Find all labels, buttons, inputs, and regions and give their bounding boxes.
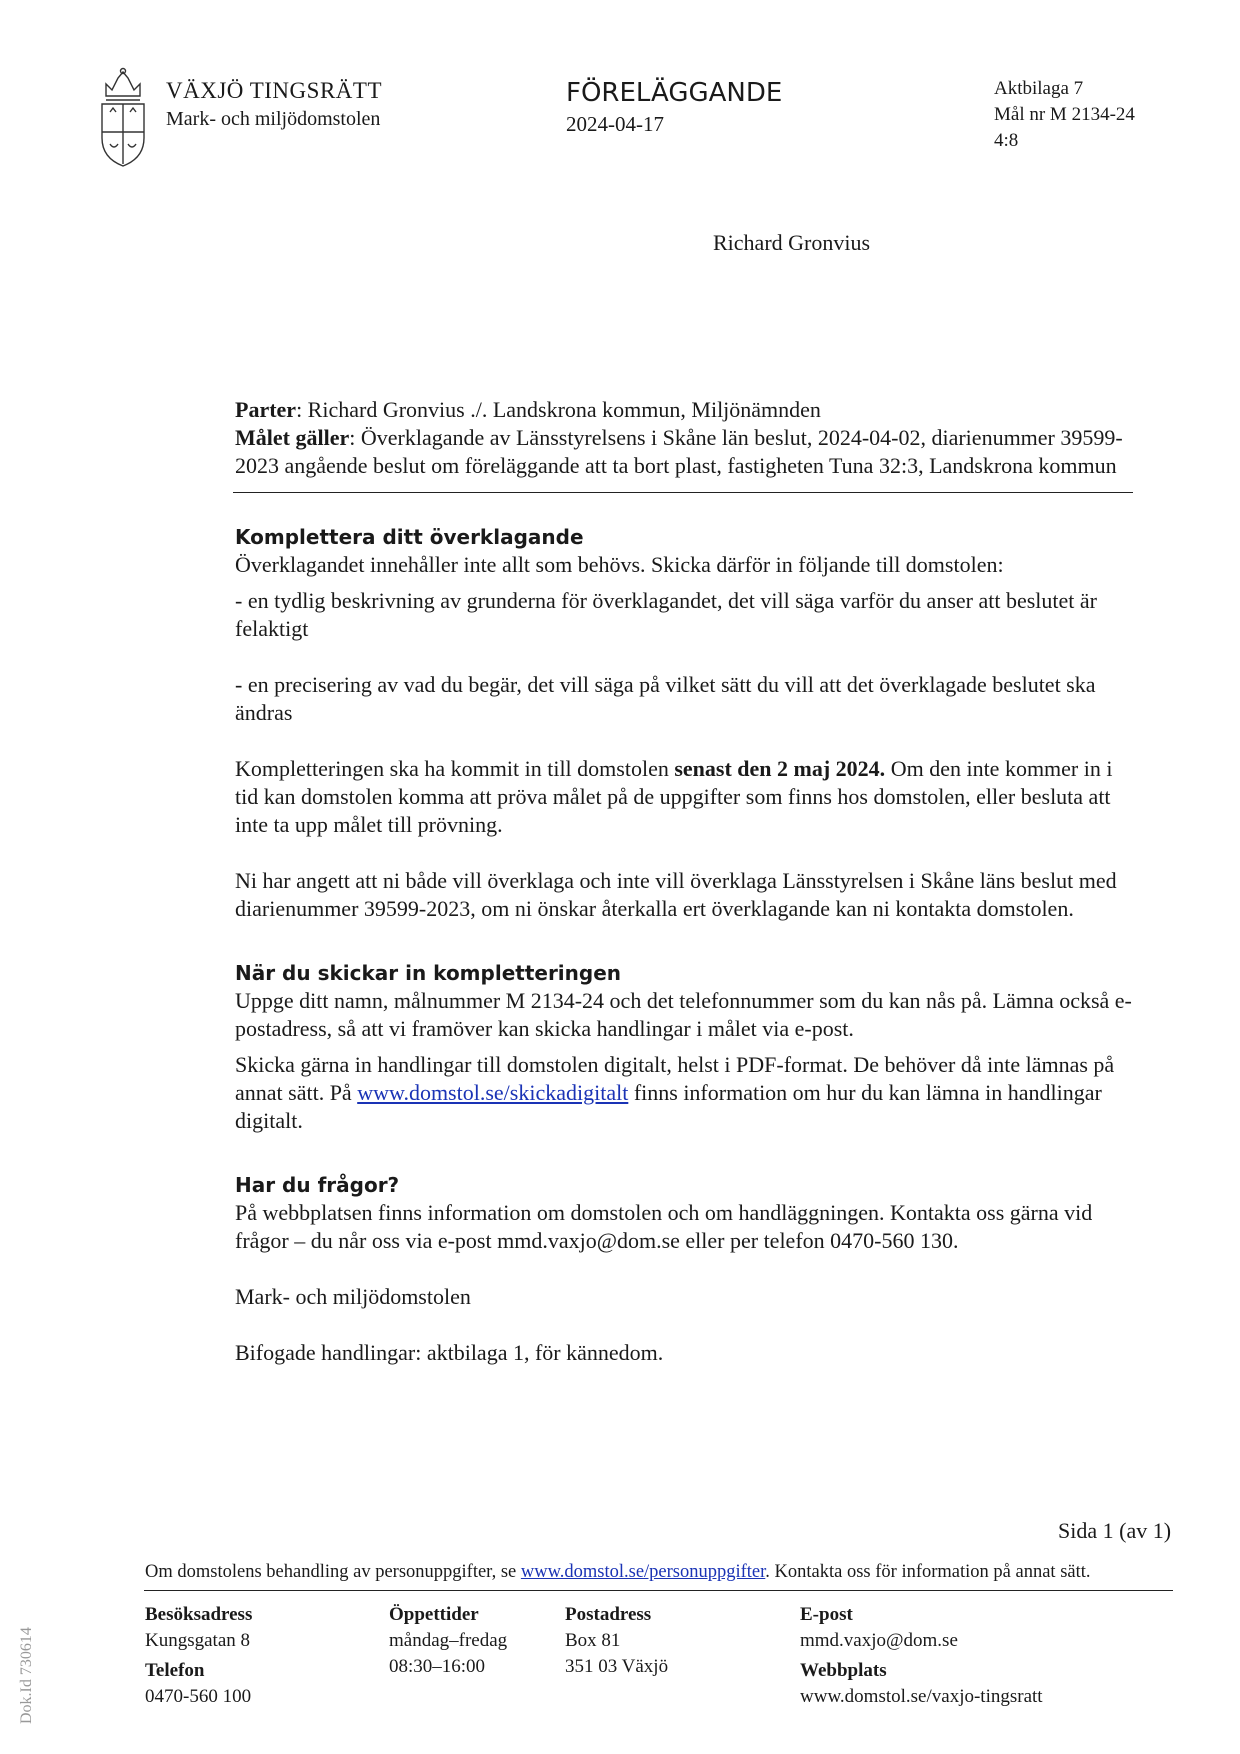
privacy-link[interactable]: www.domstol.se/personuppgifter xyxy=(520,1562,766,1582)
email-address: mmd.vaxjo@dom.se xyxy=(800,1630,958,1651)
page-number: Sida 1 (av 1) xyxy=(1058,1518,1172,1543)
digital-submission-paragraph xyxy=(235,1051,1135,1135)
opening-hours-label: Öppettider xyxy=(389,1604,479,1625)
recipient-name: Richard Gronvius xyxy=(713,230,871,255)
division-code: 4:8 xyxy=(994,130,1019,151)
attachments-note: Bifogade handlingar: aktbilaga 1, för kännedom. xyxy=(235,1340,664,1365)
opening-time: 08:30–16:00 xyxy=(389,1656,486,1677)
deadline-paragraph xyxy=(235,755,1135,839)
visit-address-label: Besöksadress xyxy=(145,1604,253,1625)
send-digitally-link[interactable]: www.domstol.se/skickadigitalt xyxy=(357,1080,629,1105)
website-address: www.domstol.se/vaxjo-tingsratt xyxy=(800,1686,1043,1707)
footer-divider xyxy=(144,1590,1173,1591)
document-type-title: FÖRELÄGGANDE xyxy=(566,78,783,108)
withdraw-paragraph: Ni har angett att ni både vill överklaga och inte vill överklaga Länsstyrelsen i Skåne läns beslut med diarienummer 39599-2023, om ni önskar återkalla ert överklagande kan ni kontakta domstolen. xyxy=(235,868,1117,921)
footer-postal-column xyxy=(565,1602,668,1680)
footer-contact-column xyxy=(800,1602,1043,1710)
matter-text: : Överklagande av Länsstyrelsens i Skåne län beslut, 2024-04-02, diarienummer 39599-2023 angående beslut om föreläggande att ta bort plast, fastigheten Tuna 32:3, Landskrona kommun xyxy=(235,425,1123,478)
privacy-text-post: . Kontakta oss för information på annat sätt. xyxy=(765,1562,1091,1582)
matter-label: Målet gäller xyxy=(235,425,350,450)
visit-address: Kungsgatan 8 xyxy=(145,1630,251,1651)
website-label: Webbplats xyxy=(800,1660,887,1681)
document-body xyxy=(235,396,1135,1367)
deadline-text-post: Om den inte kommer in i tid kan domstolen komma att pröva målet på de uppgifter som finns hos domstolen, eller besluta att inte ta upp målet till prövning. xyxy=(235,756,1113,837)
section-heading-complete: Komplettera ditt överklagande xyxy=(235,525,584,549)
requirement-item-1: - en tydlig beskrivning av grunderna för överklagandet, det vill säga varför du anser att beslutet är felaktigt xyxy=(235,588,1097,641)
deadline-date: senast den 2 maj 2024. xyxy=(674,756,886,781)
submit-instructions: Uppge ditt namn, målnummer M 2134-24 och det telefonnummer som du kan nås på. Lämna också e-postadress, så att vi framöver kan skicka handlingar i målet via e-post. xyxy=(235,988,1132,1041)
contact-paragraph: På webbplatsen finns information om domstolen och om handläggningen. Kontakta oss gärna vid frågor – du når oss via e-post mmd.vaxjo@dom.se eller per telefon 0470-560 130. xyxy=(235,1200,1093,1253)
footer-visit-column xyxy=(145,1602,252,1710)
matter-line xyxy=(235,424,1135,480)
document-date: 2024-04-17 xyxy=(566,112,664,136)
email-label: E-post xyxy=(800,1604,853,1625)
parties-line xyxy=(235,396,1135,424)
section-heading-submit: När du skickar in kompletteringen xyxy=(235,961,622,985)
digital-text-pre: Skicka gärna in handlingar till domstolen digitalt, helst i PDF-format. De behöver då inte lämnas på annat sätt. På xyxy=(235,1052,1115,1105)
case-number: Mål nr M 2134-24 xyxy=(994,104,1135,125)
court-crest-icon xyxy=(92,66,154,172)
court-department: Mark- och miljödomstolen xyxy=(166,108,381,130)
section-heading-questions: Har du frågor? xyxy=(235,1173,400,1197)
postal-box: Box 81 xyxy=(565,1630,621,1651)
deadline-text-pre: Kompletteringen ska ha kommit in till domstolen xyxy=(235,756,675,781)
opening-days: måndag–fredag xyxy=(389,1630,508,1651)
parties-label: Parter xyxy=(235,397,297,422)
privacy-text-pre: Om domstolens behandling av personuppgifter, se xyxy=(145,1562,521,1582)
signature: Mark- och miljödomstolen xyxy=(235,1284,471,1309)
attachment-number: Aktbilaga 7 xyxy=(994,78,1084,99)
digital-text-post: finns information om hur du kan lämna in handlingar digitalt. xyxy=(235,1080,1102,1133)
footer-hours-column xyxy=(389,1602,507,1680)
document-id: Dok.Id 730614 xyxy=(18,1627,35,1724)
phone-label: Telefon xyxy=(145,1660,205,1681)
section1-intro: Överklagandet innehåller inte allt som behövs. Skicka därför in följande till domstolen: xyxy=(235,552,1004,577)
postal-address-label: Postadress xyxy=(565,1604,652,1625)
privacy-notice xyxy=(145,1562,1091,1583)
requirement-item-2: - en precisering av vad du begär, det vill säga på vilket sätt du vill att det överklagade beslutet ska ändras xyxy=(235,672,1096,725)
parties-text: : Richard Gronvius ./. Landskrona kommun, Miljönämnden xyxy=(296,397,821,422)
phone-number: 0470-560 100 xyxy=(145,1686,252,1707)
postal-city: 351 03 Växjö xyxy=(565,1656,669,1677)
court-name: VÄXJÖ TINGSRÄTT xyxy=(166,78,382,103)
